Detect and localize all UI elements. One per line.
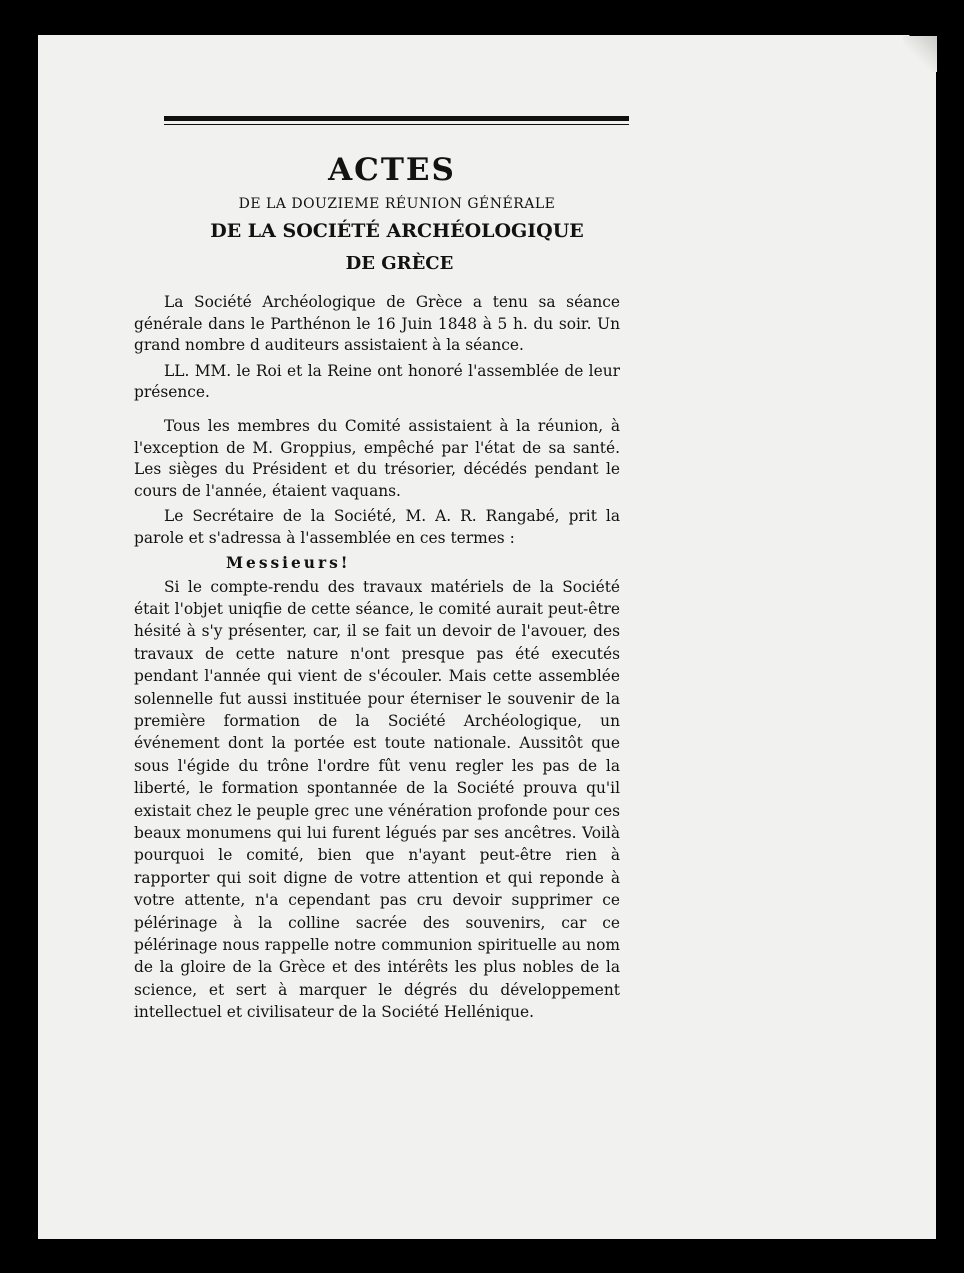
document-title: ACTES bbox=[328, 152, 456, 188]
salutation: Messieurs! bbox=[226, 553, 351, 572]
folded-corner bbox=[903, 36, 937, 72]
document-subtitle-3: DE GRÈCE bbox=[345, 253, 454, 274]
header-rule-thick bbox=[164, 116, 629, 121]
header-rule bbox=[164, 116, 629, 125]
paragraph-committee: Tous les membres du Comité assistaient à la réunion, à l'exception de M. Groppius, empêché par l'état de sa santé. Les sièges du Président et du trésorier, décédés pendant le cours de l'année, étaient vaquans. bbox=[134, 416, 620, 500]
document-body bbox=[134, 150, 620, 1024]
document-subtitle-2: DE LA SOCIÉTÉ ARCHÉOLOGIQUE bbox=[210, 220, 584, 242]
paragraph-seance: La Société Archéologique de Grèce a tenu sa séance générale dans le Parthénon le 16 Juin 1848 à 5 h. du soir. Un grand nombre d auditeurs assistaient à la séance. bbox=[134, 293, 620, 355]
speech-text: Si le compte-rendu des travaux matériels de la Société était l'objet uniqfie de cette séance, le comité aurait peut-être hésité à s'y présenter, car, il se fait un devoir de l'avouer, des travaux de cette nature n'ont presque pas été executés pendant l'année qui vient de s'écouler. Mais cette assemblée solennelle fut aussi instituée pour éterniser le souvenir de la première formation de la Société Archéologique, un événement dont la portée est toute nationale. Aussitôt que sous l'égide du trône l'ordre fût venu regler les pas de la liberté, le formation spontannée de la Société prouva qu'il existait chez le peuple grec une vénération profonde pour ces beaux monumens qui lui furent légués par ses ancêtres. Voilà pourquoi le comité, bien que n'ayant peut-être rien à rapporter qui soit digne de votre attention et qui reponde à votre attente, n'a cependant pas cru devoir supprimer ce pélérinage à la colline sacrée des souvenirs, car ce pélérinage nous rappelle notre communion spirituelle au nom de la gloire de la Grèce et des intérêts les plus nobles de la science, et sert à marquer le dégrés du développement intellectuel et civilisateur de la Société Hellénique. bbox=[134, 577, 620, 1022]
paragraph-secretary: Le Secrétaire de la Société, M. A. R. Rangabé, prit la parole et s'adressa à l'assemblée en ces termes : bbox=[134, 507, 620, 547]
document-subtitle-1: DE LA DOUZIEME RÉUNION GÉNÉRALE bbox=[238, 196, 556, 212]
header-rule-thin bbox=[164, 124, 629, 125]
paragraph-majesties: LL. MM. le Roi et la Reine ont honoré l'assemblée de leur présence. bbox=[134, 361, 620, 402]
